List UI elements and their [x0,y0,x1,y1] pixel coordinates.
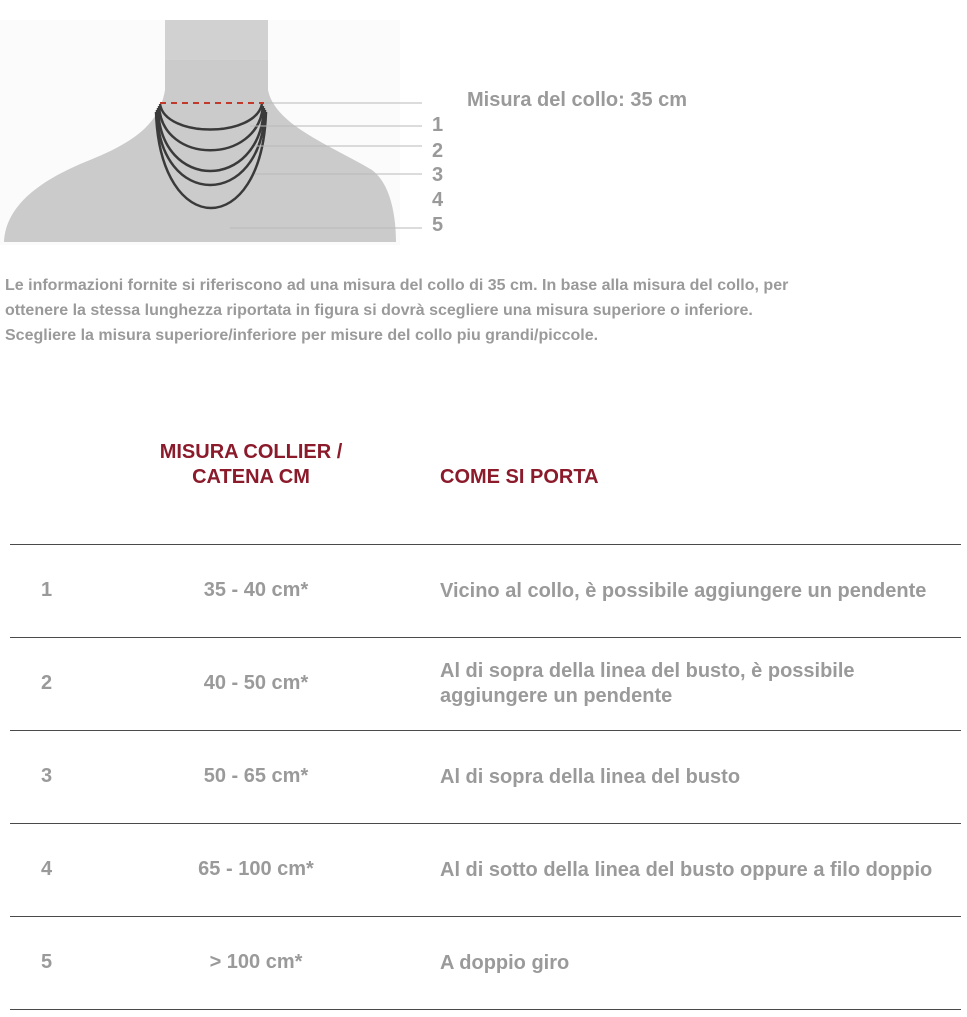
row-how [440,638,961,730]
table-row [10,731,961,823]
row-size: 65 - 100 cm* [198,858,314,880]
info-paragraph [5,273,967,348]
row-how [440,824,961,916]
table-row [10,545,961,637]
info-line-2: ottenere la stessa lunghezza riportata in figura si dovrà scegliere una misura superiore o inferiore. [5,302,753,319]
row-size: 50 - 65 cm* [203,765,309,787]
row-how-text: Vicino al collo, è possibile aggiungere un pendente [440,579,927,602]
row-how [440,731,961,823]
header-how-to-wear: COME SI PORTA [440,466,599,488]
row-size: 35 - 40 cm* [203,579,309,601]
table-row [10,638,961,730]
row-how [440,545,961,637]
length-label-1: 1 [432,114,444,136]
row-how-text: Al di sopra della linea del busto [440,765,741,788]
row-index: 3 [41,765,53,787]
neck-measure-label: Misura del collo: 35 cm [467,89,688,111]
length-label-2: 2 [432,140,444,162]
row-size: 40 - 50 cm* [203,672,309,694]
row-how-text: A doppio giro [440,951,570,974]
row-index: 1 [41,579,53,601]
info-line-3: Scegliere la misura superiore/inferiore per misure del collo piu grandi/piccole. [5,327,599,344]
row-index: 2 [41,672,53,694]
header-size-line-1: MISURA COLLIER / [159,441,343,463]
row-how-text: Al di sopra della linea del busto, è possibile aggiungere un pendente [440,660,855,707]
row-size: > 100 cm* [209,951,303,973]
row-how [440,917,961,1009]
length-label-3: 3 [432,164,444,186]
table-rule [10,1009,961,1010]
row-how-text: Al di sotto della linea del busto oppure a filo doppio [440,858,933,881]
table-row [10,824,961,916]
row-index: 4 [41,858,53,880]
info-line-1: Le informazioni fornite si riferiscono ad una misura del collo di 35 cm. In base alla misura del collo, per [5,277,789,294]
length-label-4: 4 [432,189,444,211]
necklace-length-illustration [0,20,460,245]
header-size-line-2: CATENA CM [192,466,310,488]
row-index: 5 [41,951,53,973]
length-label-5: 5 [432,214,444,236]
header-size [136,440,366,490]
table-row [10,917,961,1009]
